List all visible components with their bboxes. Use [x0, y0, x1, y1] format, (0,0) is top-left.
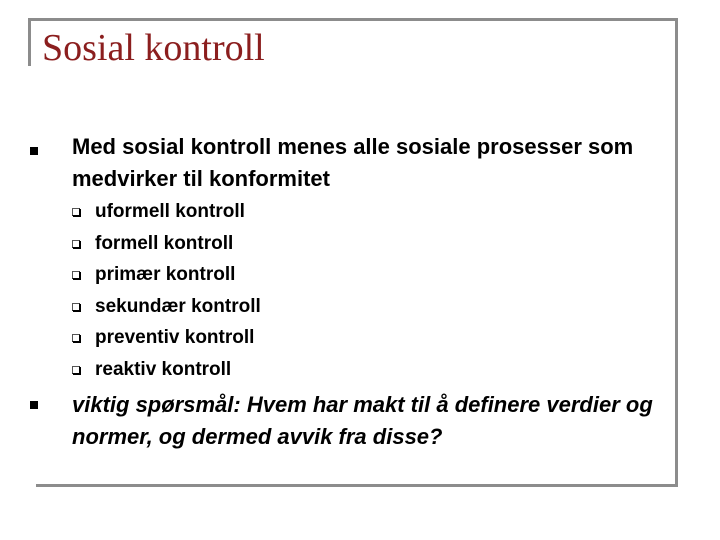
- list-item: [72, 354, 261, 386]
- bullet-square-icon: [30, 401, 38, 409]
- list-item-label: preventiv kontroll: [95, 327, 255, 348]
- list-item-label: primær kontroll: [95, 264, 236, 285]
- frame-bottom-line: [36, 484, 678, 487]
- list-item-label: uformell kontroll: [95, 201, 245, 222]
- checkbox-bullet-icon: [72, 240, 80, 248]
- bullet-text-question: viktig spørsmål: Hvem har makt til å definere verdier og normer, og dermed avvik fra disse?: [72, 392, 653, 449]
- checkbox-bullet-icon: [72, 366, 80, 374]
- list-item: [72, 259, 261, 291]
- checkbox-bullet-icon: [72, 208, 80, 216]
- list-item: [72, 322, 261, 354]
- list-item: [72, 196, 261, 228]
- list-item: [72, 291, 261, 323]
- checkbox-bullet-icon: [72, 271, 80, 279]
- checkbox-bullet-icon: [72, 303, 80, 311]
- list-item-label: formell kontroll: [95, 232, 234, 254]
- frame-right-line: [675, 18, 678, 486]
- bullet-text: Med sosial kontroll menes alle sosiale prosesser som medvirker til konformitet: [72, 134, 634, 191]
- bullet-square-icon: [30, 147, 38, 155]
- frame-top-line: [28, 18, 678, 21]
- frame-left-line: [28, 18, 31, 66]
- list-item-label: reaktiv kontroll: [95, 358, 232, 380]
- list-item: [72, 228, 261, 260]
- sub-bullet-list: [72, 196, 261, 385]
- slide-title: Sosial kontroll: [42, 27, 265, 69]
- list-item-label: sekundær kontroll: [95, 295, 261, 317]
- checkbox-bullet-icon: [72, 334, 80, 342]
